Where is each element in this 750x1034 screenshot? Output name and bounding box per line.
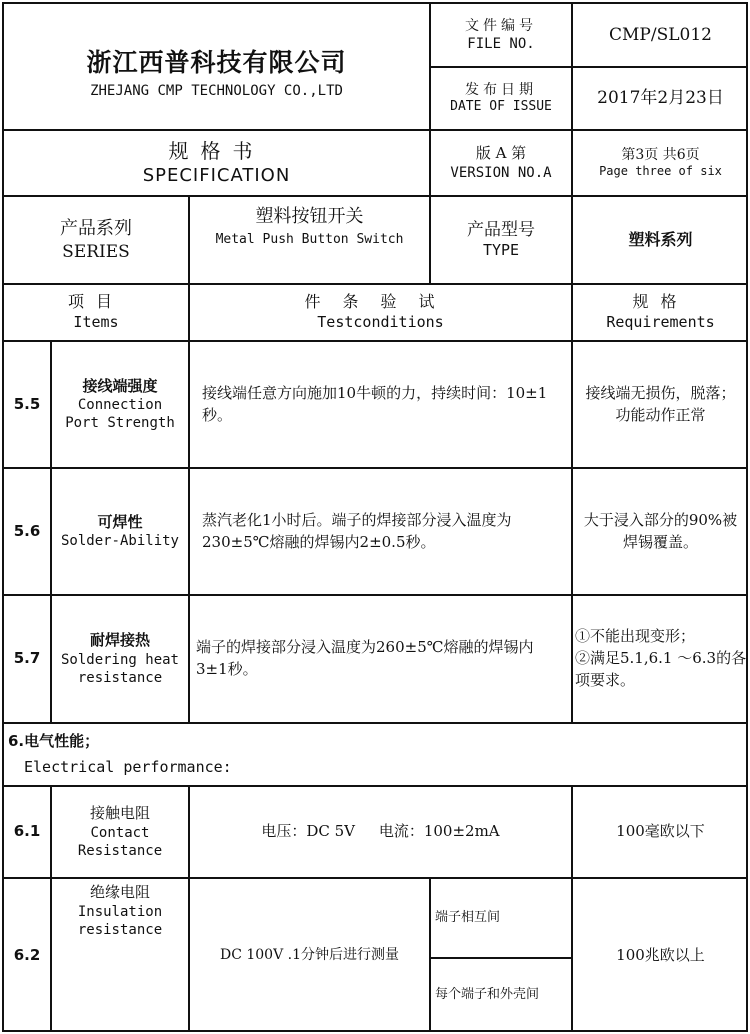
col-header-req-en: Requirements — [606, 313, 715, 332]
row-item-cn: 可焊性 — [97, 512, 143, 531]
issue-date-label — [431, 68, 573, 131]
section-6-title-cn: 6.电气性能； — [8, 732, 100, 750]
col-header-req — [573, 285, 748, 342]
row-item-en-1: Soldering heat — [60, 651, 179, 668]
row-5-5-num — [4, 342, 52, 469]
issue-date-value-text: 2017年2月23日 — [597, 88, 724, 109]
section-6-title-en: Electrical performance: — [24, 757, 232, 776]
col-header-test-cn: 件条验试 — [304, 292, 457, 312]
row-req-text: 接线端无损伤，脱落；功能动作正常 — [585, 383, 736, 424]
row-item-cn: 绝缘电阻 — [89, 883, 150, 901]
col-header-test — [190, 285, 573, 342]
row-item-en-2: Resistance — [77, 842, 163, 859]
row-6-1-req — [573, 787, 748, 879]
row-6-1-test — [190, 787, 573, 879]
company-name-cn: 浙江西普科技有限公司 — [86, 48, 347, 78]
row-test-text: 电压：DC 5V 电流：100±2mA — [261, 822, 500, 841]
row-item-en-2: Port Strength — [65, 415, 175, 432]
row-item-en-1: Insulation — [77, 903, 163, 920]
row-item-en-1: Solder-Ability — [60, 533, 179, 550]
row-5-7-test — [190, 596, 573, 724]
section-6-header — [4, 724, 748, 787]
file-no-value-text: CMP/SL012 — [609, 24, 712, 45]
page-info — [573, 131, 748, 197]
company-name-en: ZHEJANG CMP TECHNOLOGY CO.,LTD — [90, 82, 343, 99]
row-5-6-req — [573, 469, 748, 596]
type-value-text: 塑料系列 — [628, 229, 693, 249]
version-label-en: VERSION NO.A — [450, 164, 552, 181]
company-block — [4, 4, 431, 131]
row-sub-text-2: 每个端子和外壳间 — [435, 987, 540, 1003]
row-item-en-1: Connection — [77, 397, 163, 414]
row-number: 6.2 — [13, 945, 41, 964]
file-no-label — [431, 4, 573, 68]
file-no-value — [573, 4, 748, 68]
issue-date-value — [573, 68, 748, 131]
issue-date-label-cn: 发布日期 — [465, 81, 537, 98]
spec-title-en: SPECIFICATION — [142, 165, 291, 187]
series-value-en: Metal Push Button Switch — [215, 232, 404, 248]
spec-title-cn: 规格书 — [168, 139, 265, 164]
row-item-cn: 接线端强度 — [82, 376, 158, 395]
col-header-items-en: Items — [73, 313, 119, 332]
row-req-text: 100毫欧以下 — [616, 822, 705, 841]
row-6-2-item — [52, 879, 190, 1032]
row-6-2-req — [573, 879, 748, 1032]
col-header-items — [4, 285, 190, 342]
row-test-text: DC 100V .1分钟后进行测量 — [219, 947, 400, 964]
row-6-1-item — [52, 787, 190, 879]
col-header-test-en: Testconditions — [317, 313, 444, 332]
row-6-2-sub-1 — [431, 879, 573, 959]
row-item-en-2: resistance — [77, 669, 163, 686]
row-req-text-1: ①不能出现变形； — [575, 627, 696, 646]
row-5-7-item — [52, 596, 190, 724]
row-number: 5.6 — [13, 521, 41, 540]
row-item-cn: 耐焊接热 — [89, 631, 150, 650]
row-test-text: 蒸汽老化1小时后。端子的焊接部分浸入温度为230±5℃熔融的焊锡内2±0.5秒。 — [202, 510, 512, 551]
file-no-label-cn: 文件编号 — [465, 17, 537, 34]
page-info-en: Page three of six — [599, 164, 722, 179]
row-5-7-req — [573, 596, 748, 724]
version-label-cn: 版 A 第 — [475, 144, 527, 163]
spec-title-block — [4, 131, 431, 197]
file-no-label-en: FILE NO. — [467, 36, 535, 52]
row-6-1-num — [4, 787, 52, 879]
row-5-5-item — [52, 342, 190, 469]
row-6-2-num — [4, 879, 52, 1032]
type-label — [431, 197, 573, 285]
row-sub-text-1: 端子相互间 — [435, 909, 501, 925]
row-5-5-test — [190, 342, 573, 469]
row-req-text: 大于浸入部分的90%被焊锡覆盖。 — [583, 510, 738, 551]
type-value — [573, 197, 748, 285]
row-number: 5.5 — [13, 394, 41, 413]
series-value-cn: 塑料按钮开关 — [255, 206, 364, 227]
series-label-en: SERIES — [62, 241, 130, 262]
row-5-7-num — [4, 596, 52, 724]
series-value — [190, 197, 431, 285]
version-label — [431, 131, 573, 197]
row-item-en-1: Contact — [90, 824, 150, 841]
row-6-2-sub-2 — [431, 959, 573, 1032]
series-label — [4, 197, 190, 285]
page-info-cn: 第3页 共6页 — [621, 147, 700, 164]
row-test-text: 端子的焊接部分浸入温度为260±5℃熔融的焊锡内3±1秒。 — [196, 638, 534, 678]
type-label-cn: 产品型号 — [467, 220, 535, 241]
row-item-cn: 接触电阻 — [89, 804, 150, 823]
row-req-text-2: ②满足5.1,6.1 ～6.3的各项要求。 — [575, 649, 747, 689]
col-header-req-cn: 规格 — [632, 292, 689, 312]
spec-document — [2, 2, 748, 1032]
row-5-5-req — [573, 342, 748, 469]
col-header-items-cn: 项目 — [67, 292, 124, 312]
row-5-6-num — [4, 469, 52, 596]
series-label-cn: 产品系列 — [60, 218, 132, 240]
row-req-text: 100兆欧以上 — [616, 945, 705, 964]
type-label-en: TYPE — [482, 241, 520, 260]
row-item-en-2: resistance — [77, 921, 163, 938]
row-5-6-test — [190, 469, 573, 596]
row-number: 5.7 — [13, 649, 41, 668]
row-5-6-item — [52, 469, 190, 596]
issue-date-label-en: DATE OF ISSUE — [450, 99, 552, 115]
row-test-text: 接线端任意方向施加10牛顿的力，持续时间：10±1秒。 — [202, 383, 548, 424]
row-number: 6.1 — [13, 822, 41, 841]
row-6-2-test — [190, 879, 431, 1032]
